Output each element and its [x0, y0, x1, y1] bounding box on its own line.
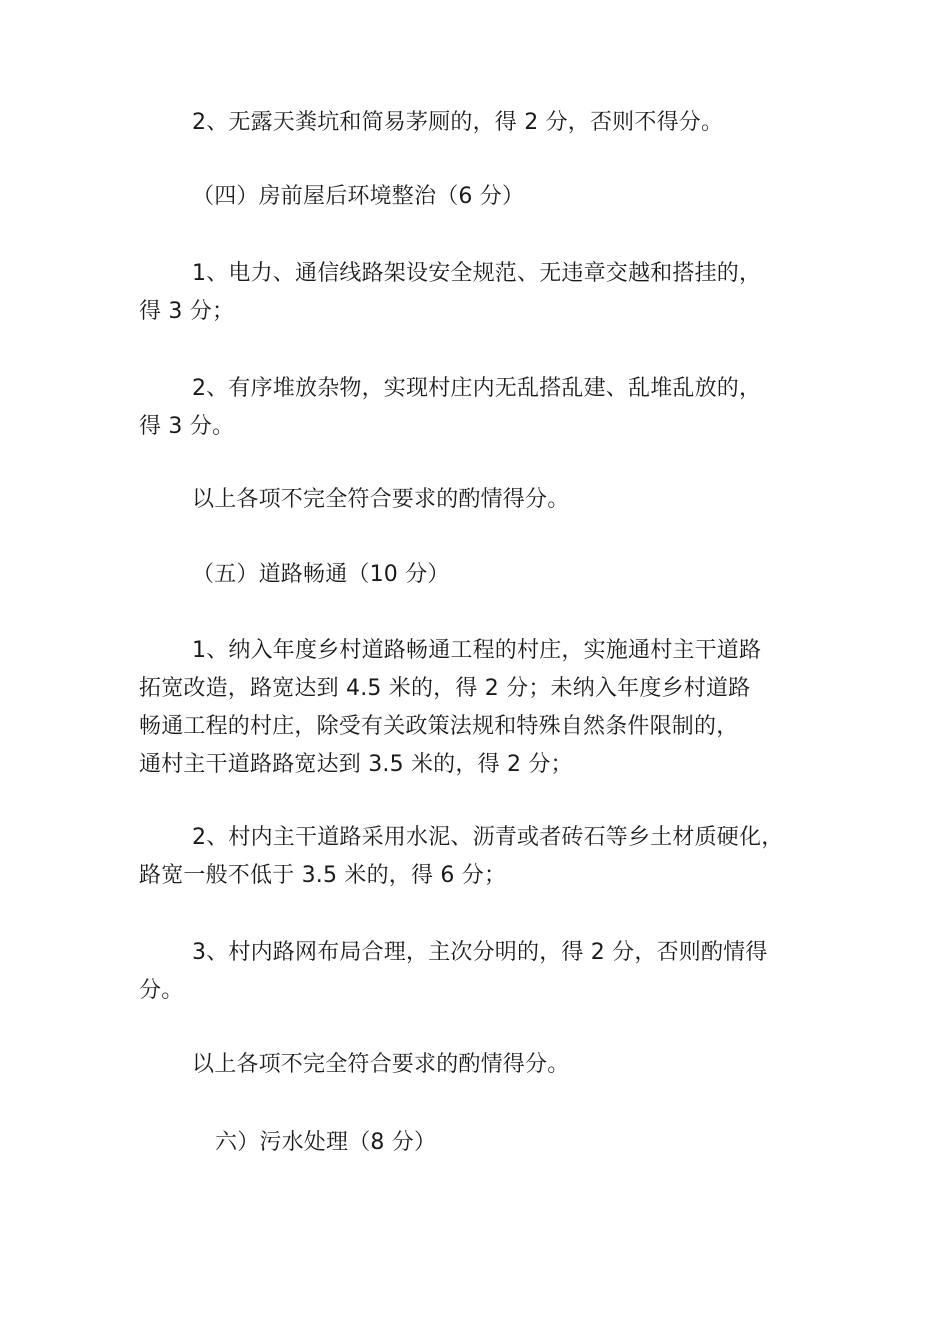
paragraph-env-item-1-line-1: 1、电力、通信线路架设安全规范、无违章交越和搭挂的， — [192, 261, 762, 286]
paragraph-road-summary: 以上各项不完全符合要求的酌情得分。 — [192, 1052, 570, 1077]
paragraph-road-item-2-line-2: 路宽一般不低于 3.5 米的，得 6 分； — [139, 863, 507, 888]
section-heading-5: （五）道路畅通（10 分） — [192, 562, 450, 587]
paragraph-env-item-2-line-2: 得 3 分。 — [139, 414, 235, 439]
paragraph-road-item-1-line-4: 通村主干道路路宽达到 3.5 米的，得 2 分； — [139, 752, 573, 777]
paragraph-env-item-2-line-1: 2、有序堆放杂物，实现村庄内无乱搭乱建、乱堆乱放的， — [192, 376, 762, 401]
paragraph-road-item-3-line-2: 分。 — [139, 978, 184, 1003]
paragraph-road-item-2-line-1: 2、村内主干道路采用水泥、沥青或者砖石等乡土材质硬化， — [192, 825, 784, 850]
paragraph-road-item-1-line-1: 1、纳入年度乡村道路畅通工程的村庄，实施通村主干道路 — [192, 638, 762, 663]
paragraph-env-summary: 以上各项不完全符合要求的酌情得分。 — [192, 487, 570, 512]
paragraph-road-item-1-line-2: 拓宽改造，路宽达到 4.5 米的，得 2 分；未纳入年度乡村道路 — [139, 676, 751, 701]
paragraph-road-item-1-line-3: 畅通工程的村庄，除受有关政策法规和特殊自然条件限制的， — [139, 714, 739, 739]
paragraph-env-item-1-line-2: 得 3 分； — [139, 299, 235, 324]
paragraph-toilet-item-2: 2、无露天粪坑和简易茅厕的，得 2 分，否则不得分。 — [192, 110, 724, 135]
section-heading-4: （四）房前屋后环境整治（6 分） — [192, 184, 525, 209]
paragraph-road-item-3-line-1: 3、村内路网布局合理，主次分明的，得 2 分，否则酌情得 — [192, 940, 768, 965]
section-heading-6: 六）污水处理（8 分） — [215, 1130, 437, 1155]
